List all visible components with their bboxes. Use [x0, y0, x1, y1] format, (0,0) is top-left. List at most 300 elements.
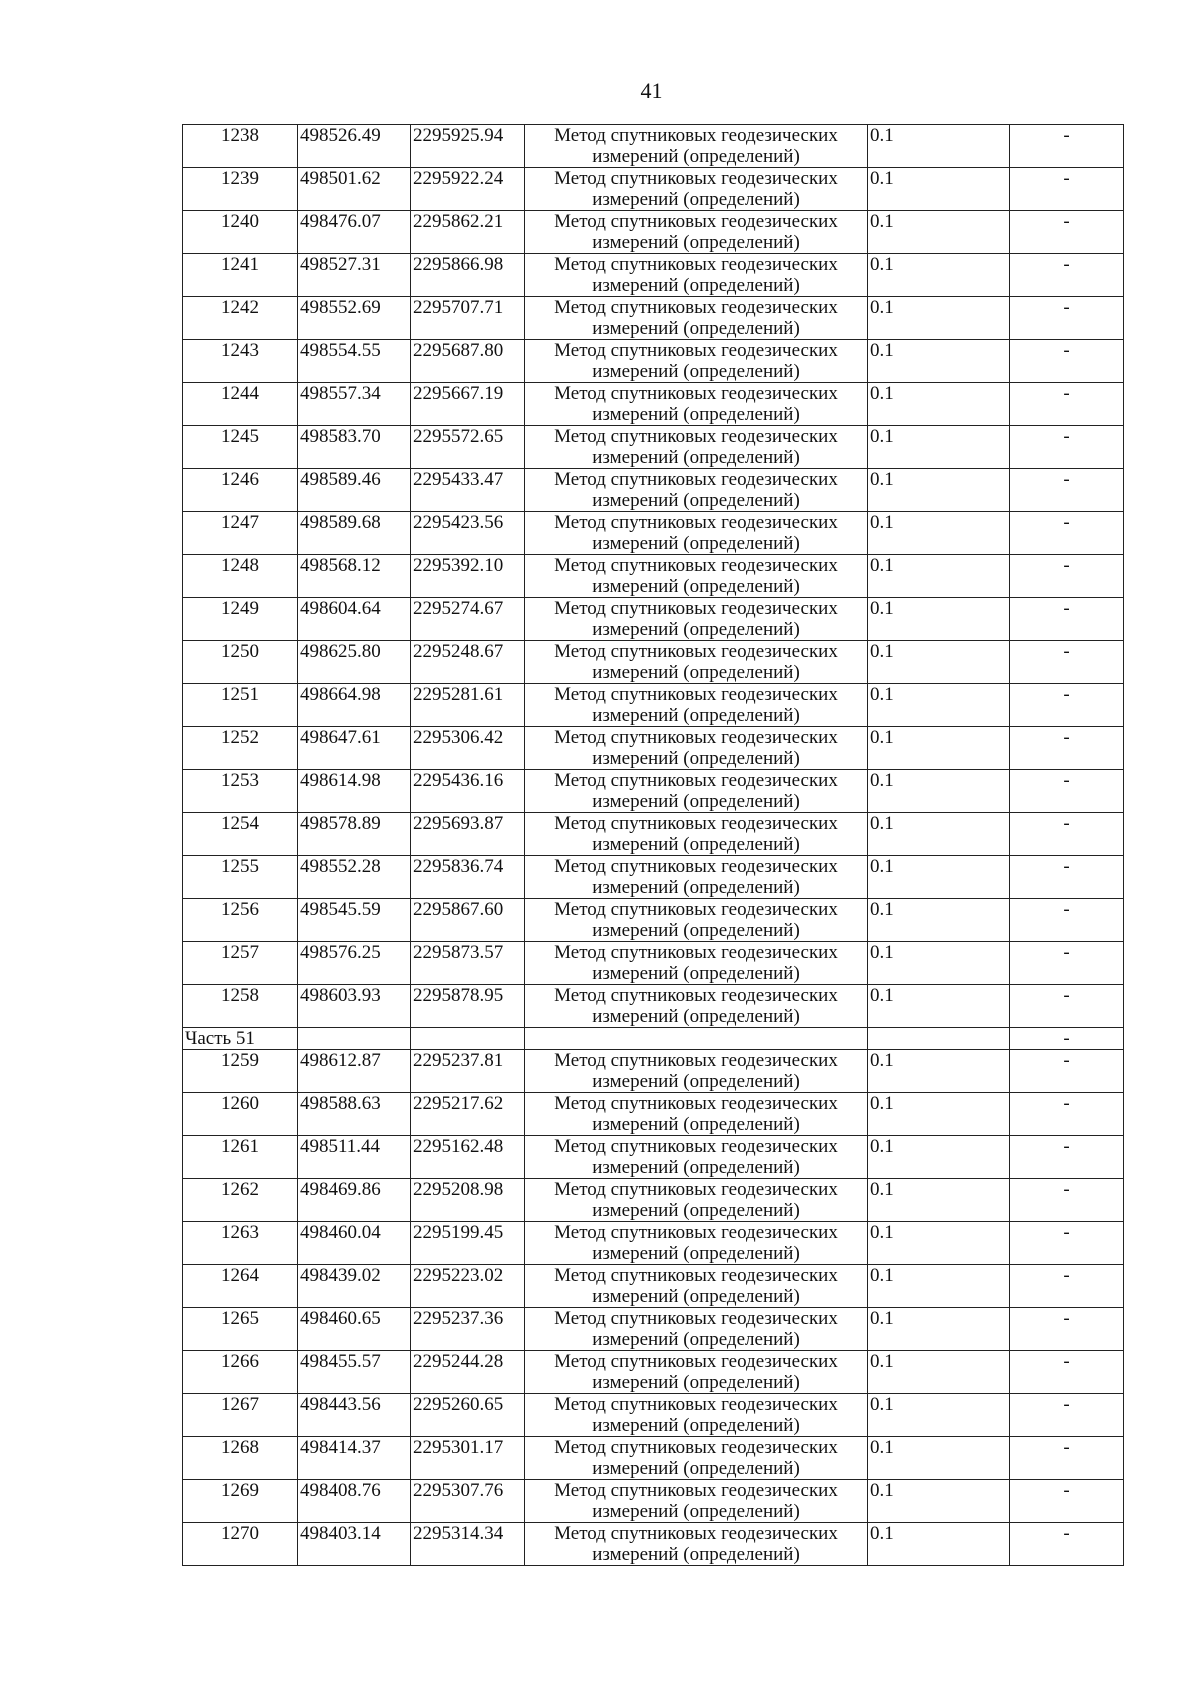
- point-number-text: 1268: [221, 1437, 259, 1458]
- point-number-text: 1262: [221, 1179, 259, 1200]
- x-coordinate-text: 498403.14: [300, 1523, 381, 1544]
- x-coordinate-cell: [298, 899, 411, 942]
- x-coordinate-cell: [298, 856, 411, 899]
- x-coordinate-cell: [298, 1222, 411, 1265]
- description-text: -: [1063, 942, 1070, 963]
- y-coordinate-text: 2295237.81: [413, 1050, 504, 1071]
- accuracy-cell: [868, 426, 1010, 469]
- point-number-text: 1245: [221, 426, 259, 447]
- description-cell: [1010, 211, 1124, 254]
- accuracy-cell: [868, 727, 1010, 770]
- accuracy-cell: [868, 340, 1010, 383]
- description-text: -: [1063, 297, 1070, 318]
- accuracy-text: 0.1: [870, 985, 894, 1006]
- point-number-cell: [183, 1523, 298, 1566]
- accuracy-text: 0.1: [870, 598, 894, 619]
- accuracy-cell: [868, 1394, 1010, 1437]
- y-coordinate-text: 2295707.71: [413, 297, 504, 318]
- point-number-text: 1243: [221, 340, 259, 361]
- accuracy-cell: [868, 1093, 1010, 1136]
- point-number-text: 1244: [221, 383, 259, 404]
- method-line-2: измерений (определений): [592, 1243, 800, 1264]
- method-line-2: измерений (определений): [592, 1114, 800, 1135]
- y-coordinate-cell: [411, 1222, 525, 1265]
- y-coordinate-cell: [411, 1394, 525, 1437]
- x-coordinate-cell: [298, 942, 411, 985]
- accuracy-cell: [868, 555, 1010, 598]
- y-coordinate-cell: [411, 1437, 525, 1480]
- point-number-cell: [183, 899, 298, 942]
- point-number-text: 1270: [221, 1523, 259, 1544]
- x-coordinate-text: 498614.98: [300, 770, 381, 791]
- accuracy-cell: [868, 598, 1010, 641]
- accuracy-cell: [868, 684, 1010, 727]
- method-line-1: Метод спутниковых геодезических: [554, 1179, 838, 1200]
- point-number-cell: [183, 641, 298, 684]
- y-coordinate-cell: [411, 125, 525, 168]
- method-line-2: измерений (определений): [592, 1544, 800, 1565]
- table-cell: [868, 1028, 1010, 1050]
- table-row: [183, 512, 1124, 555]
- accuracy-text: 0.1: [870, 254, 894, 275]
- x-coordinate-text: 498526.49: [300, 125, 381, 146]
- description-cell: [1010, 1093, 1124, 1136]
- y-coordinate-text: 2295217.62: [413, 1093, 504, 1114]
- accuracy-cell: [868, 1308, 1010, 1351]
- table-row: [183, 383, 1124, 426]
- point-number-cell: [183, 770, 298, 813]
- method-line-2: измерений (определений): [592, 834, 800, 855]
- method-cell: [525, 168, 868, 211]
- x-coordinate-cell: [298, 813, 411, 856]
- table-row: [183, 770, 1124, 813]
- x-coordinate-cell: [298, 254, 411, 297]
- point-number-cell: [183, 512, 298, 555]
- y-coordinate-text: 2295274.67: [413, 598, 504, 619]
- description-text: -: [1063, 856, 1070, 877]
- description-cell: [1010, 1394, 1124, 1437]
- y-coordinate-cell: [411, 512, 525, 555]
- method-line-1: Метод спутниковых геодезических: [554, 340, 838, 361]
- method-cell: [525, 1093, 868, 1136]
- method-cell: [525, 1480, 868, 1523]
- point-number-text: 1248: [221, 555, 259, 576]
- point-number-cell: [183, 985, 298, 1028]
- x-coordinate-cell: [298, 469, 411, 512]
- table-row: [183, 1523, 1124, 1566]
- method-cell: [525, 555, 868, 598]
- y-coordinate-text: 2295873.57: [413, 942, 504, 963]
- x-coordinate-cell: [298, 727, 411, 770]
- x-coordinate-cell: [298, 555, 411, 598]
- table-body-part-a: [183, 125, 1124, 1028]
- point-number-cell: [183, 1179, 298, 1222]
- method-line-1: Метод спутниковых геодезических: [554, 1523, 838, 1544]
- y-coordinate-cell: [411, 1308, 525, 1351]
- point-number-text: 1251: [221, 684, 259, 705]
- x-coordinate-cell: [298, 1480, 411, 1523]
- y-coordinate-text: 2295244.28: [413, 1351, 504, 1372]
- x-coordinate-cell: [298, 641, 411, 684]
- x-coordinate-cell: [298, 340, 411, 383]
- method-line-2: измерений (определений): [592, 619, 800, 640]
- method-line-1: Метод спутниковых геодезических: [554, 1265, 838, 1286]
- method-line-1: Метод спутниковых геодезических: [554, 641, 838, 662]
- table-row: [183, 899, 1124, 942]
- coordinates-table: [182, 124, 1124, 1566]
- method-line-2: измерений (определений): [592, 576, 800, 597]
- method-line-1: Метод спутниковых геодезических: [554, 1222, 838, 1243]
- description-cell: [1010, 1136, 1124, 1179]
- table-row: [183, 1222, 1124, 1265]
- method-cell: [525, 254, 868, 297]
- accuracy-text: 0.1: [870, 555, 894, 576]
- point-number-cell: [183, 125, 298, 168]
- table-row: [183, 1050, 1124, 1093]
- point-number-text: 1254: [221, 813, 259, 834]
- method-line-2: измерений (определений): [592, 490, 800, 511]
- accuracy-cell: [868, 297, 1010, 340]
- method-cell: [525, 1437, 868, 1480]
- x-coordinate-cell: [298, 426, 411, 469]
- y-coordinate-text: 2295925.94: [413, 125, 504, 146]
- method-cell: [525, 1222, 868, 1265]
- method-line-2: измерений (определений): [592, 877, 800, 898]
- x-coordinate-cell: [298, 512, 411, 555]
- method-cell: [525, 1308, 868, 1351]
- method-line-2: измерений (определений): [592, 1329, 800, 1350]
- method-cell: [525, 598, 868, 641]
- description-cell: [1010, 1179, 1124, 1222]
- table-row: [183, 168, 1124, 211]
- x-coordinate-cell: [298, 1265, 411, 1308]
- section-row: [183, 1028, 1124, 1050]
- x-coordinate-cell: [298, 1351, 411, 1394]
- point-number-cell: [183, 856, 298, 899]
- point-number-text: 1266: [221, 1351, 259, 1372]
- x-coordinate-cell: [298, 383, 411, 426]
- description-text: -: [1063, 426, 1070, 447]
- table-row: [183, 297, 1124, 340]
- point-number-text: 1238: [221, 125, 259, 146]
- point-number-text: 1242: [221, 297, 259, 318]
- method-line-2: измерений (определений): [592, 232, 800, 253]
- method-cell: [525, 512, 868, 555]
- description-cell: [1010, 598, 1124, 641]
- description-cell: [1010, 1523, 1124, 1566]
- method-line-1: Метод спутниковых геодезических: [554, 1437, 838, 1458]
- y-coordinate-text: 2295693.87: [413, 813, 504, 834]
- description-text: -: [1063, 1523, 1070, 1544]
- accuracy-text: 0.1: [870, 340, 894, 361]
- table-row: [183, 555, 1124, 598]
- x-coordinate-text: 498552.69: [300, 297, 381, 318]
- description-text: -: [1063, 1394, 1070, 1415]
- point-number-cell: [183, 684, 298, 727]
- method-cell: [525, 942, 868, 985]
- x-coordinate-text: 498664.98: [300, 684, 381, 705]
- accuracy-cell: [868, 168, 1010, 211]
- description-cell: [1010, 254, 1124, 297]
- x-coordinate-text: 498589.46: [300, 469, 381, 490]
- x-coordinate-cell: [298, 1394, 411, 1437]
- table-row: [183, 426, 1124, 469]
- method-line-1: Метод спутниковых геодезических: [554, 1136, 838, 1157]
- table-body-part-b: [183, 1050, 1124, 1566]
- x-coordinate-cell: [298, 598, 411, 641]
- table-row: [183, 1136, 1124, 1179]
- table-row: [183, 254, 1124, 297]
- point-number-cell: [183, 1394, 298, 1437]
- y-coordinate-cell: [411, 383, 525, 426]
- accuracy-cell: [868, 899, 1010, 942]
- x-coordinate-text: 498476.07: [300, 211, 381, 232]
- method-line-1: Метод спутниковых геодезических: [554, 211, 838, 232]
- method-line-2: измерений (определений): [592, 1286, 800, 1307]
- y-coordinate-cell: [411, 985, 525, 1028]
- method-line-2: измерений (определений): [592, 662, 800, 683]
- accuracy-text: 0.1: [870, 383, 894, 404]
- accuracy-cell: [868, 1437, 1010, 1480]
- method-cell: [525, 1136, 868, 1179]
- method-line-1: Метод спутниковых геодезических: [554, 770, 838, 791]
- description-cell: [1010, 985, 1124, 1028]
- accuracy-text: 0.1: [870, 1480, 894, 1501]
- table-cell: [525, 1028, 868, 1050]
- accuracy-cell: [868, 125, 1010, 168]
- description-cell: [1010, 383, 1124, 426]
- y-coordinate-cell: [411, 254, 525, 297]
- description-cell: [1010, 813, 1124, 856]
- y-coordinate-text: 2295667.19: [413, 383, 504, 404]
- x-coordinate-text: 498501.62: [300, 168, 381, 189]
- description-text: -: [1063, 168, 1070, 189]
- x-coordinate-text: 498625.80: [300, 641, 381, 662]
- method-line-1: Метод спутниковых геодезических: [554, 1050, 838, 1071]
- y-coordinate-text: 2295237.36: [413, 1308, 504, 1329]
- y-coordinate-text: 2295836.74: [413, 856, 504, 877]
- y-coordinate-cell: [411, 297, 525, 340]
- description-cell: [1010, 770, 1124, 813]
- point-number-cell: [183, 1093, 298, 1136]
- x-coordinate-text: 498583.70: [300, 426, 381, 447]
- description-text: -: [1063, 254, 1070, 275]
- y-coordinate-cell: [411, 727, 525, 770]
- description-cell: [1010, 899, 1124, 942]
- method-line-2: измерений (определений): [592, 1200, 800, 1221]
- table-cell: [298, 1028, 411, 1050]
- point-number-cell: [183, 383, 298, 426]
- point-number-cell: [183, 598, 298, 641]
- description-text: -: [1063, 770, 1070, 791]
- accuracy-cell: [868, 211, 1010, 254]
- x-coordinate-text: 498408.76: [300, 1480, 381, 1501]
- accuracy-cell: [868, 1050, 1010, 1093]
- point-number-cell: [183, 1351, 298, 1394]
- description-cell: [1010, 1265, 1124, 1308]
- point-number-cell: [183, 254, 298, 297]
- point-number-text: 1239: [221, 168, 259, 189]
- method-line-2: измерений (определений): [592, 1501, 800, 1522]
- point-number-cell: [183, 1136, 298, 1179]
- point-number-cell: [183, 813, 298, 856]
- method-cell: [525, 641, 868, 684]
- method-cell: [525, 340, 868, 383]
- description-text: -: [1063, 899, 1070, 920]
- accuracy-cell: [868, 1480, 1010, 1523]
- x-coordinate-text: 498576.25: [300, 942, 381, 963]
- method-line-1: Метод спутниковых геодезических: [554, 942, 838, 963]
- x-coordinate-text: 498588.63: [300, 1093, 381, 1114]
- method-line-1: Метод спутниковых геодезических: [554, 1394, 838, 1415]
- x-coordinate-cell: [298, 125, 411, 168]
- x-coordinate-text: 498568.12: [300, 555, 381, 576]
- method-line-1: Метод спутниковых геодезических: [554, 899, 838, 920]
- method-line-1: Метод спутниковых геодезических: [554, 598, 838, 619]
- x-coordinate-text: 498603.93: [300, 985, 381, 1006]
- accuracy-cell: [868, 1179, 1010, 1222]
- section-label: Часть 51: [183, 1028, 298, 1050]
- point-number-text: 1263: [221, 1222, 259, 1243]
- method-line-1: Метод спутниковых геодезических: [554, 383, 838, 404]
- y-coordinate-text: 2295687.80: [413, 340, 504, 361]
- table-row: [183, 469, 1124, 512]
- y-coordinate-text: 2295223.02: [413, 1265, 504, 1286]
- method-line-2: измерений (определений): [592, 705, 800, 726]
- method-line-2: измерений (определений): [592, 361, 800, 382]
- method-cell: [525, 727, 868, 770]
- description-text: -: [1063, 125, 1070, 146]
- point-number-cell: [183, 1308, 298, 1351]
- method-line-1: Метод спутниковых геодезических: [554, 856, 838, 877]
- point-number-cell: [183, 727, 298, 770]
- method-line-2: измерений (определений): [592, 146, 800, 167]
- accuracy-text: 0.1: [870, 512, 894, 533]
- y-coordinate-text: 2295392.10: [413, 555, 504, 576]
- description-cell: [1010, 1480, 1124, 1523]
- table-row: [183, 1308, 1124, 1351]
- x-coordinate-cell: [298, 985, 411, 1028]
- point-number-text: 1258: [221, 985, 259, 1006]
- y-coordinate-text: 2295199.45: [413, 1222, 504, 1243]
- table-row: [183, 985, 1124, 1028]
- accuracy-text: 0.1: [870, 1050, 894, 1071]
- accuracy-text: 0.1: [870, 1394, 894, 1415]
- table-row: [183, 340, 1124, 383]
- method-cell: [525, 1394, 868, 1437]
- y-coordinate-cell: [411, 1093, 525, 1136]
- method-line-1: Метод спутниковых геодезических: [554, 1093, 838, 1114]
- method-cell: [525, 383, 868, 426]
- point-number-text: 1256: [221, 899, 259, 920]
- point-number-text: 1247: [221, 512, 259, 533]
- accuracy-text: 0.1: [870, 1351, 894, 1372]
- method-cell: [525, 899, 868, 942]
- method-line-1: Метод спутниковых геодезических: [554, 168, 838, 189]
- accuracy-cell: [868, 1351, 1010, 1394]
- y-coordinate-text: 2295867.60: [413, 899, 504, 920]
- accuracy-text: 0.1: [870, 1265, 894, 1286]
- y-coordinate-text: 2295306.42: [413, 727, 504, 748]
- table-row: [183, 1351, 1124, 1394]
- point-number-cell: [183, 1050, 298, 1093]
- accuracy-text: 0.1: [870, 426, 894, 447]
- y-coordinate-cell: [411, 211, 525, 254]
- description-text: -: [1063, 727, 1070, 748]
- x-coordinate-text: 498460.65: [300, 1308, 381, 1329]
- point-number-cell: [183, 1480, 298, 1523]
- point-number-cell: [183, 297, 298, 340]
- y-coordinate-cell: [411, 1523, 525, 1566]
- description-text: -: [1063, 813, 1070, 834]
- method-cell: [525, 1523, 868, 1566]
- table-row: [183, 684, 1124, 727]
- table-row: [183, 856, 1124, 899]
- description-cell: [1010, 340, 1124, 383]
- y-coordinate-cell: [411, 1050, 525, 1093]
- y-coordinate-text: 2295436.16: [413, 770, 504, 791]
- point-number-text: 1246: [221, 469, 259, 490]
- y-coordinate-text: 2295862.21: [413, 211, 504, 232]
- y-coordinate-text: 2295314.34: [413, 1523, 504, 1544]
- accuracy-cell: [868, 942, 1010, 985]
- x-coordinate-text: 498604.64: [300, 598, 381, 619]
- y-coordinate-cell: [411, 1351, 525, 1394]
- method-line-2: измерений (определений): [592, 1157, 800, 1178]
- table-row: [183, 1265, 1124, 1308]
- description-cell: [1010, 1351, 1124, 1394]
- method-line-1: Метод спутниковых геодезических: [554, 684, 838, 705]
- x-coordinate-cell: [298, 770, 411, 813]
- accuracy-text: 0.1: [870, 1179, 894, 1200]
- x-coordinate-cell: [298, 1437, 411, 1480]
- accuracy-text: 0.1: [870, 813, 894, 834]
- description-cell: [1010, 125, 1124, 168]
- x-coordinate-text: 498511.44: [300, 1136, 381, 1157]
- point-number-text: 1249: [221, 598, 259, 619]
- accuracy-text: 0.1: [870, 899, 894, 920]
- accuracy-cell: [868, 469, 1010, 512]
- y-coordinate-cell: [411, 641, 525, 684]
- method-cell: [525, 770, 868, 813]
- point-number-text: 1250: [221, 641, 259, 662]
- section-dash-cell: -: [1010, 1028, 1124, 1050]
- y-coordinate-text: 2295162.48: [413, 1136, 504, 1157]
- description-text: -: [1063, 383, 1070, 404]
- accuracy-cell: [868, 512, 1010, 555]
- accuracy-text: 0.1: [870, 770, 894, 791]
- description-text: -: [1063, 598, 1070, 619]
- description-cell: [1010, 942, 1124, 985]
- method-line-2: измерений (определений): [592, 748, 800, 769]
- x-coordinate-cell: [298, 297, 411, 340]
- accuracy-text: 0.1: [870, 1222, 894, 1243]
- x-coordinate-text: 498460.04: [300, 1222, 381, 1243]
- y-coordinate-cell: [411, 856, 525, 899]
- table-row: [183, 641, 1124, 684]
- point-number-text: 1257: [221, 942, 259, 963]
- y-coordinate-cell: [411, 168, 525, 211]
- y-coordinate-text: 2295878.95: [413, 985, 504, 1006]
- method-line-2: измерений (определений): [592, 963, 800, 984]
- method-line-1: Метод спутниковых геодезических: [554, 813, 838, 834]
- description-cell: [1010, 856, 1124, 899]
- point-number-text: 1253: [221, 770, 259, 791]
- accuracy-cell: [868, 1222, 1010, 1265]
- point-number-text: 1255: [221, 856, 259, 877]
- point-number-cell: [183, 426, 298, 469]
- accuracy-cell: [868, 641, 1010, 684]
